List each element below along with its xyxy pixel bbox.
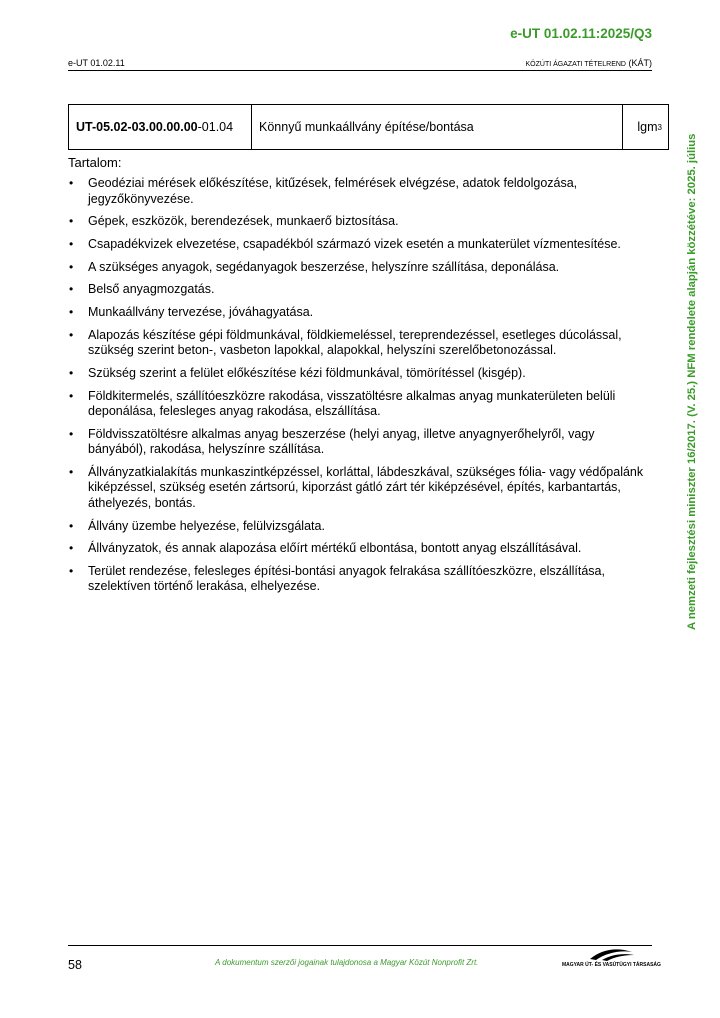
item-title: Könnyű munkaállvány építése/bontása: [252, 105, 623, 149]
list-item: • Szükség szerint a felület előkészítése kézi földmunkával, tömörítéssel (kisgép).: [68, 366, 648, 382]
item-unit-base: lgm: [637, 120, 658, 134]
item-code-suffix: -01.04: [197, 120, 234, 134]
list-item: • Állványzatkialakítás munkaszintképzéssel, korláttal, lábdeszkával, szükséges fólia- vagy védőpalánk kiképzéssel, szükség esetén zártsorú, kiporzást gátló zárt tér kiképzésével, építés, karbantartás, áthelyezés, bontás.: [68, 465, 648, 512]
list-item: • Terület rendezése, felesleges építési-bontási anyagok felrakása szállítóeszközre, elszállítása, szelektíven történő lerakása, elhelyezése.: [68, 564, 648, 595]
item-unit: [623, 105, 668, 149]
side-note-text: A nemzeti fejlesztési miniszter 16/2017. (V. 25.) NFM rendelete alapján közzétéve: 2025. július: [686, 133, 698, 630]
logo-swoosh-icon: [562, 946, 654, 962]
item-unit-exponent: 3: [657, 122, 662, 132]
header-divider: [68, 70, 652, 71]
header-left-label: e-UT 01.02.11: [68, 58, 125, 68]
header-right-main: KÖZÚTI ÁGAZATI TÉTELREND: [525, 61, 626, 68]
logo-text: MAGYAR ÚT- ÉS VASÚTÜGYI TÁRSASÁG: [562, 962, 661, 968]
content-list: [68, 176, 648, 602]
list-item: • Munkaállvány tervezése, jóváhagyatása.: [68, 305, 648, 321]
item-code-bold: UT-05.02-03.00.00.00: [76, 120, 198, 134]
company-logo: [562, 946, 661, 968]
publication-side-note: [686, 100, 702, 630]
list-item: • Állványzatok, és annak alapozása előírt mértékű elbontása, bontott anyag elszállításával.: [68, 541, 648, 557]
list-item: • Geodéziai mérések előkészítése, kitűzések, felmérések elvégzése, adatok feldolgozása, jegyzőkönyvezése.: [68, 176, 648, 207]
header-right-abbr: (KÁT): [626, 58, 652, 68]
list-item: • Csapadékvizek elvezetése, csapadékból származó vizek esetén a munkaterület vízmentesítése.: [68, 237, 648, 253]
list-item: • A szükséges anyagok, segédanyagok beszerzése, helyszínre szállítása, deponálása.: [68, 260, 648, 276]
list-item: • Alapozás készítése gépi földmunkával, földkiemeléssel, tereprendezéssel, esetleges dúcolással, szükség szerint beton-, vasbeton lapokkal, alapokkal, helyszíni szerelőbetonozással.: [68, 328, 648, 359]
list-item: • Földvisszatöltésre alkalmas anyag beszerzése (helyi anyag, illetve anyagnyerőhelyről, vagy bányából), rakodása, helyszínre szállítása.: [68, 427, 648, 458]
list-item: • Állvány üzembe helyezése, felülvizsgálata.: [68, 519, 648, 535]
document-code: e-UT 01.02.11:2025/Q3: [510, 26, 652, 41]
page-number: 58: [68, 958, 82, 972]
content-heading: Tartalom:: [68, 155, 122, 170]
copyright-notice: A dokumentum szerzői jogainak tulajdonosa a Magyar Közút Nonprofit Zrt.: [215, 958, 479, 967]
list-item: • Gépek, eszközök, berendezések, munkaerő biztosítása.: [68, 214, 648, 230]
item-code: [69, 105, 252, 149]
item-header-box: [68, 104, 669, 150]
header-right-label: [526, 58, 652, 68]
list-item: • Belső anyagmozgatás.: [68, 282, 648, 298]
list-item: • Földkitermelés, szállítóeszközre rakodása, visszatöltésre alkalmas anyag munkaterületen belüli deponálása, felesleges anyag rakodása, elszállítása.: [68, 389, 648, 420]
